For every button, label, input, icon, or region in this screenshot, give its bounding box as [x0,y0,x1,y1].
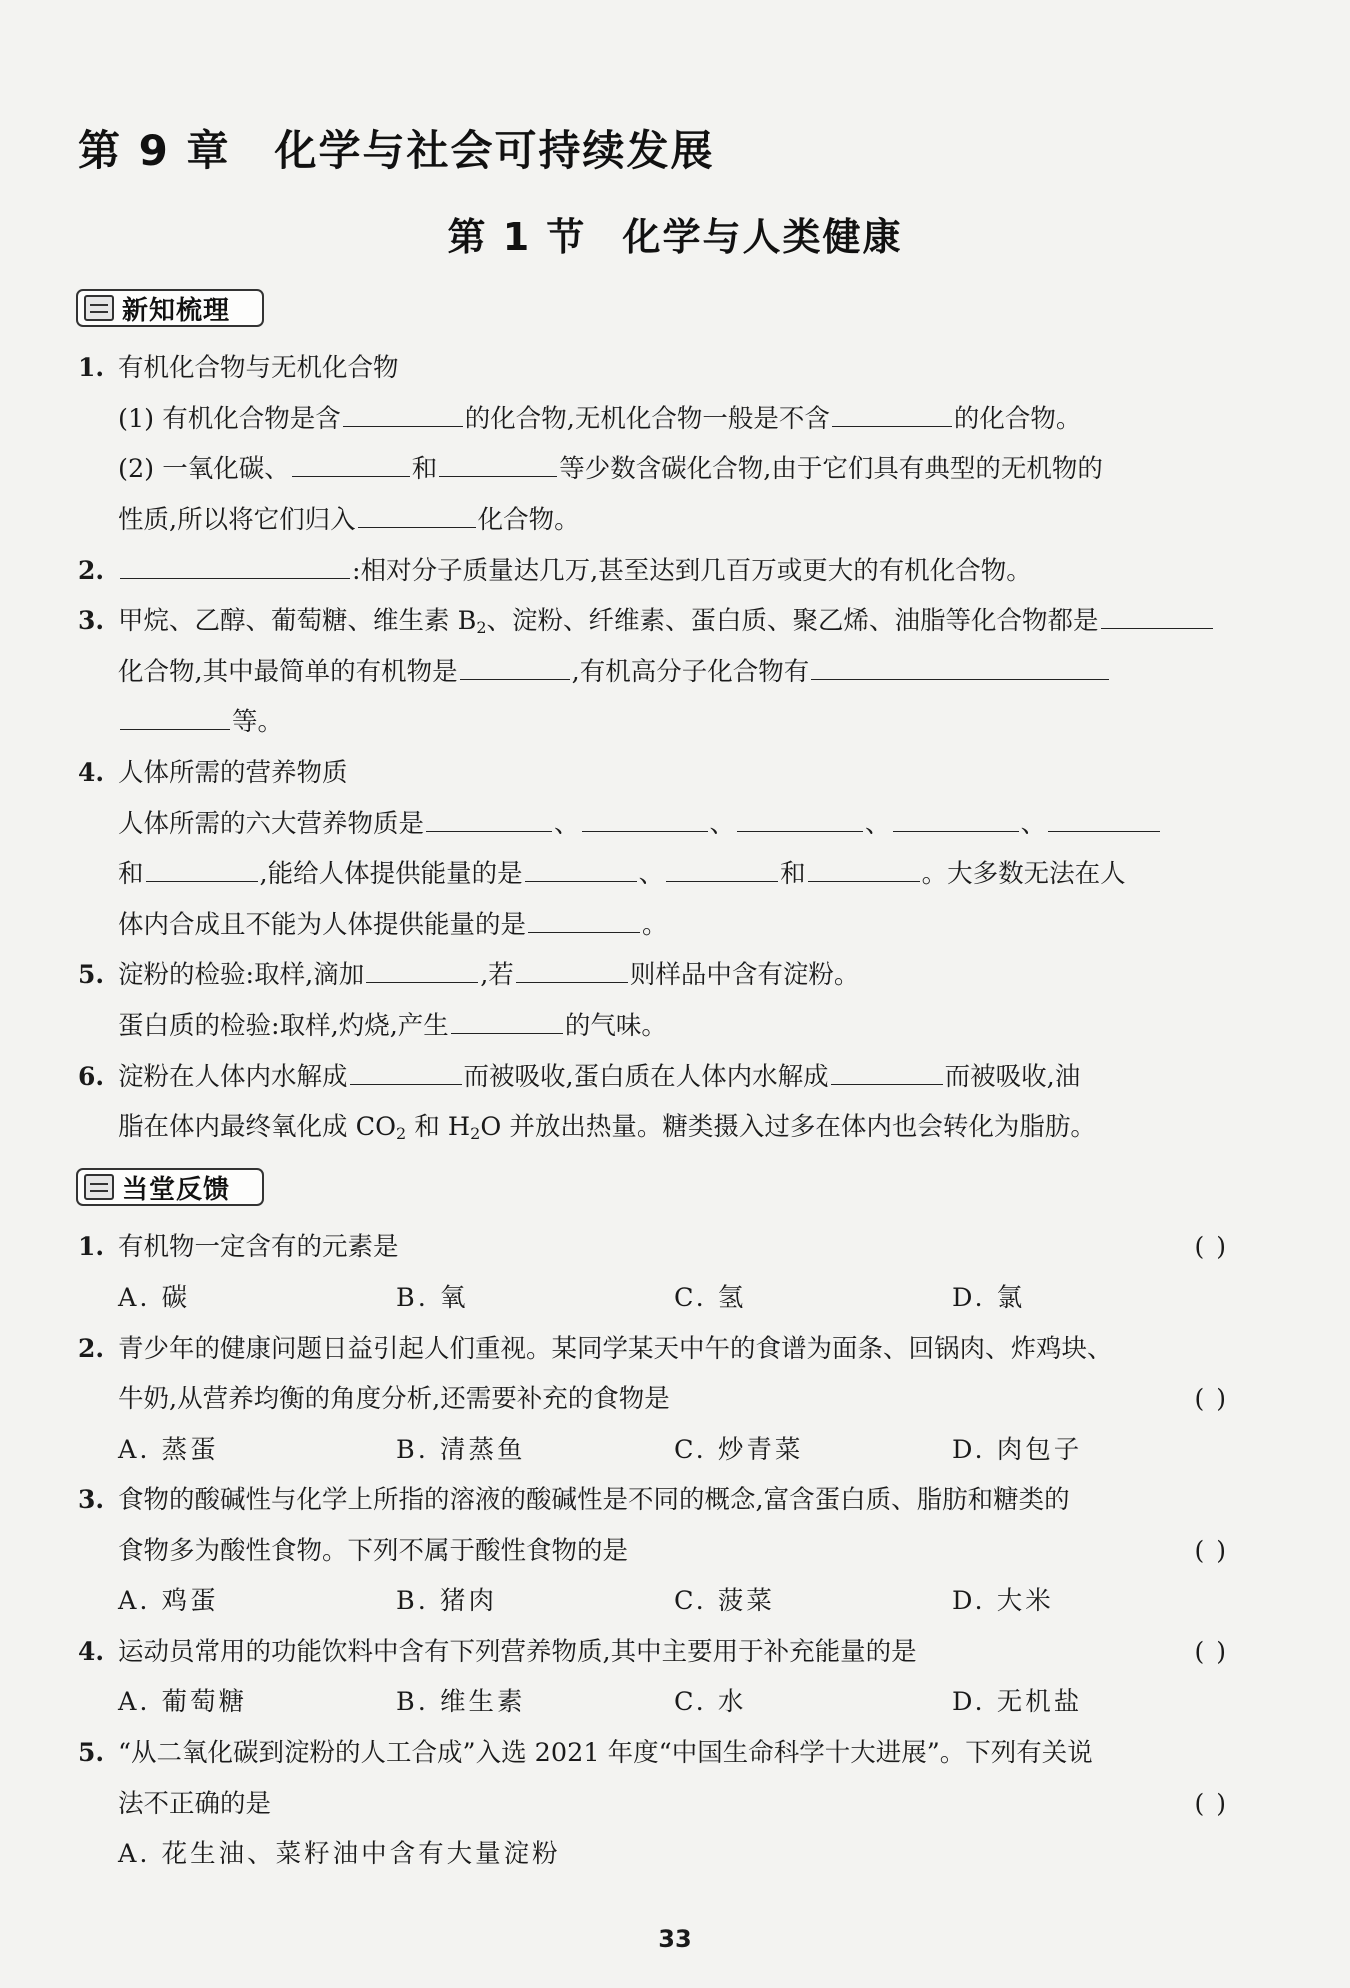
answer-parentheses[interactable]: ( ) [1194,1232,1228,1261]
section-number: 第 1 节 [447,215,587,259]
badge-label: 新知梳理 [122,295,231,326]
option-d[interactable]: D. 无机盐 [952,1687,1083,1717]
section-name: 化学与人类健康 [622,215,903,259]
feedback-q2-stem-line2: 牛奶,从营养均衡的角度分析,还需要补充的食物是 [118,1384,670,1414]
option-a[interactable]: A. 花生油、菜籽油中含有大量淀粉 [118,1839,561,1869]
notebook-icon [84,295,114,321]
badge-label: 当堂反馈 [122,1174,231,1205]
chapter-number: 第 9 章 [78,126,231,175]
option-a[interactable]: A. 葡萄糖 [118,1687,248,1717]
answer-blank[interactable] [831,1062,943,1085]
option-b[interactable]: B. 维生素 [396,1687,526,1717]
option-a[interactable]: A. 蒸蛋 [118,1435,219,1465]
knowledge-q1-line1: (1) 有机化合物是含 的化合物,无机化合物一般是不含 的化合物。 [118,404,1082,434]
page-number: 33 [658,1925,692,1953]
answer-parentheses[interactable]: ( ) [1194,1637,1228,1666]
question-number: 3. [78,606,105,635]
answer-parentheses[interactable]: ( ) [1194,1384,1228,1413]
chapter-title [78,118,714,178]
answer-blank[interactable] [426,809,552,832]
badge-feedback [76,1168,264,1206]
knowledge-q5-line2: 蛋白质的检验:取样,灼烧,产生 的气味。 [118,1011,667,1041]
knowledge-q6-line2: 脂在体内最终氧化成 $CO_2$ 和 $H_2O$ 并放出热量。糖类摄入过多在体内也会转化为脂肪。 [118,1112,1096,1143]
badge-new-knowledge [76,289,264,327]
answer-blank[interactable] [439,454,557,477]
answer-blank[interactable] [528,910,640,933]
feedback-q4-stem: 运动员常用的功能饮料中含有下列营养物质,其中主要用于补充能量的是 [118,1637,917,1667]
chapter-name: 化学与社会可持续发展 [274,126,715,175]
knowledge-q4-line2: 和 ,能给人体提供能量的是 、 和 。大多数无法在人 [118,859,1126,889]
knowledge-q2: :相对分子质量达几万,甚至达到几百万或更大的有机化合物。 [118,546,1228,596]
answer-parentheses[interactable]: ( ) [1194,1789,1228,1818]
knowledge-q4-line3: 体内合成且不能为人体提供能量的是 。 [118,910,668,940]
option-c[interactable]: C. 菠菜 [674,1586,775,1616]
answer-blank[interactable] [811,657,1109,680]
question-number: 1. [78,353,105,382]
answer-blank[interactable] [350,1062,462,1085]
knowledge-q5-line1: 淀粉的检验:取样,滴加 ,若 则样品中含有淀粉。 [118,960,860,990]
option-d[interactable]: D. 肉包子 [952,1435,1083,1465]
question-number: 2. [78,556,105,585]
answer-blank[interactable] [832,404,952,427]
knowledge-q3-line3: 等。 [118,697,1228,747]
knowledge-q1-line3: 性质,所以将它们归入 化合物。 [118,505,580,535]
question-number: 4. [78,758,105,787]
question-number: 6. [78,1062,105,1091]
knowledge-q1-line2: (2) 一氧化碳、 和 等少数含碳化合物,由于它们具有典型的无机物的 [118,454,1103,484]
answer-blank[interactable] [146,859,258,882]
feedback-q1-stem: 有机物一定含有的元素是 [118,1232,399,1262]
option-d[interactable]: D. 大米 [952,1586,1054,1616]
answer-blank[interactable] [120,707,230,730]
question-number: 5. [78,1738,105,1767]
option-d[interactable]: D. 氯 [952,1283,1026,1313]
knowledge-q1-heading: 有机化合物与无机化合物 [118,353,399,383]
knowledge-q4-heading: 人体所需的营养物质 [118,758,348,788]
answer-blank[interactable] [1101,606,1213,629]
answer-blank[interactable] [737,809,863,832]
question-number: 3. [78,1485,105,1514]
feedback-q5-stem-line1: “从二氧化碳到淀粉的人工合成”入选 2021 年度“中国生命科学十大进展”。下列有关说 [118,1738,1093,1768]
option-b[interactable]: B. 猪肉 [396,1586,497,1616]
answer-blank[interactable] [516,960,628,983]
answer-blank[interactable] [120,556,350,579]
knowledge-q3-line1: 甲烷、乙醇、葡萄糖、维生素 $B_2$、淀粉、纤维素、蛋白质、聚乙烯、油脂等化合物都是 [118,596,1228,653]
answer-blank[interactable] [666,859,778,882]
section-title [0,206,1350,261]
question-number: 5. [78,960,105,989]
knowledge-q4-line1: 人体所需的六大营养物质是 、 、 、 、 [118,799,1228,849]
feedback-q5-stem-line2: 法不正确的是 [118,1789,272,1819]
knowledge-q6-line1: 淀粉在人体内水解成 而被吸收,蛋白质在人体内水解成 而被吸收,油 [118,1062,1081,1092]
answer-blank[interactable] [366,960,478,983]
feedback-q3-stem-line1: 食物的酸碱性与化学上所指的溶液的酸碱性是不同的概念,富含蛋白质、脂肪和糖类的 [118,1485,1070,1515]
option-c[interactable]: C. 水 [674,1687,747,1717]
option-a[interactable]: A. 碳 [118,1283,191,1313]
question-number: 1. [78,1232,105,1261]
answer-blank[interactable] [343,404,463,427]
question-number: 4. [78,1637,105,1666]
answer-blank[interactable] [808,859,920,882]
answer-blank[interactable] [451,1011,563,1034]
option-b[interactable]: B. 清蒸鱼 [396,1435,526,1465]
answer-parentheses[interactable]: ( ) [1194,1536,1228,1565]
question-number: 2. [78,1334,105,1363]
answer-blank[interactable] [525,859,637,882]
answer-blank[interactable] [460,657,570,680]
option-b[interactable]: B. 氧 [396,1283,469,1313]
option-c[interactable]: C. 氢 [674,1283,747,1313]
knowledge-q3-line2: 化合物,其中最简单的有机物是 ,有机高分子化合物有 [118,647,1228,697]
option-c[interactable]: C. 炒青菜 [674,1435,804,1465]
pencil-note-icon [84,1174,114,1200]
answer-blank[interactable] [1048,809,1160,832]
answer-blank[interactable] [582,809,708,832]
answer-blank[interactable] [358,505,476,528]
feedback-q3-stem-line2: 食物多为酸性食物。下列不属于酸性食物的是 [118,1536,629,1566]
feedback-q2-stem-line1: 青少年的健康问题日益引起人们重视。某同学某天中午的食谱为面条、回锅肉、炸鸡块、 [118,1334,1113,1364]
option-a[interactable]: A. 鸡蛋 [118,1586,219,1616]
answer-blank[interactable] [893,809,1019,832]
answer-blank[interactable] [292,454,410,477]
